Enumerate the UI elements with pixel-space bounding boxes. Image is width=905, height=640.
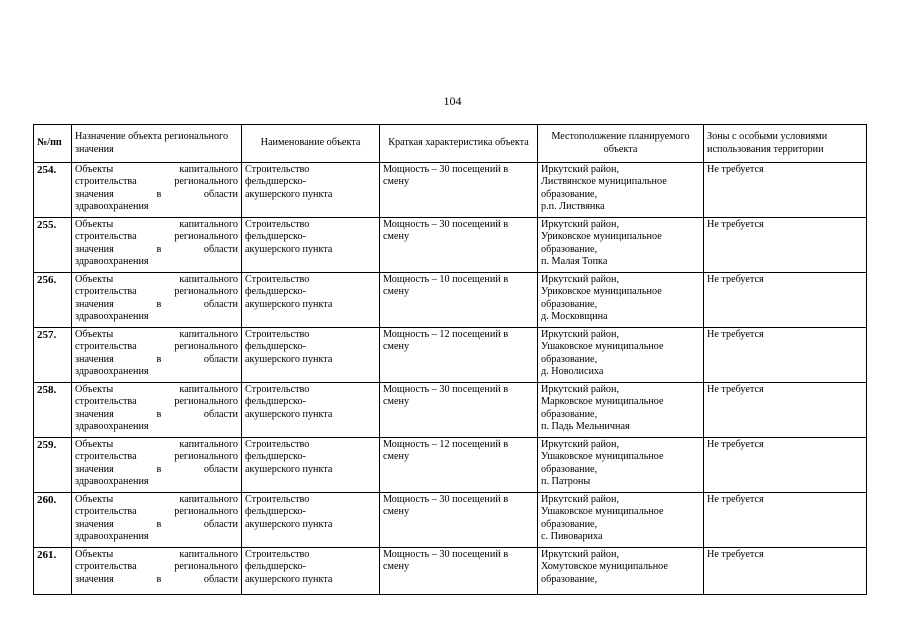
purpose-line: Объекты капитального (75, 439, 238, 450)
table-row (34, 328, 867, 383)
purpose-line: Объекты капитального (75, 549, 238, 560)
location-line: образование, (541, 518, 598, 530)
characteristics-line: смену (383, 506, 410, 518)
location-line: образование, (541, 573, 598, 585)
purpose-line: строительства регионального (75, 396, 238, 408)
object-name-line: акушерского пункта (245, 243, 333, 255)
object-name-line: акушерского пункта (245, 353, 333, 365)
characteristics-line: Мощность – 30 посещений в (383, 219, 509, 230)
location-line: образование, (541, 188, 598, 200)
object-name-cell (242, 163, 380, 218)
purpose-line: здравоохранения (75, 201, 149, 213)
location-line: Иркутский район, (541, 439, 620, 450)
zones-cell: Не требуется (704, 383, 867, 438)
location-line: Иркутский район, (541, 219, 620, 230)
table-header-row (34, 125, 867, 163)
purpose-cell (72, 273, 242, 328)
header-no: №/пп (34, 125, 72, 163)
characteristics-cell (380, 273, 538, 328)
zones-cell: Не требуется (704, 493, 867, 548)
location-line: Марковское муниципальное (541, 396, 664, 408)
object-name-line: Строительство (245, 549, 310, 560)
characteristics-cell (380, 438, 538, 493)
header-purpose: Назначение объекта регионального значения (72, 125, 242, 163)
location-line: р.п. Листвянка (541, 201, 605, 213)
location-line: с. Пивовариха (541, 531, 603, 543)
characteristics-cell (380, 163, 538, 218)
object-name-line: Строительство (245, 384, 310, 395)
location-line: Иркутский район, (541, 329, 620, 340)
object-name-cell (242, 548, 380, 595)
location-line: образование, (541, 463, 598, 475)
row-number: 256. (34, 273, 72, 328)
characteristics-line: Мощность – 10 посещений в (383, 274, 509, 285)
purpose-line: Объекты капитального (75, 219, 238, 230)
page-number: 104 (443, 94, 462, 108)
object-name-line: Строительство (245, 494, 310, 505)
object-name-cell (242, 273, 380, 328)
table-row (34, 163, 867, 218)
object-name-line: Строительство (245, 164, 310, 175)
location-line: Иркутский район, (541, 384, 620, 395)
purpose-line: значения в области (75, 298, 238, 310)
header-location: Местоположение планируемого объекта (538, 125, 704, 163)
characteristics-line: Мощность – 30 посещений в (383, 384, 509, 395)
characteristics-line: Мощность – 12 посещений в (383, 329, 509, 340)
characteristics-line: смену (383, 396, 410, 408)
row-number: 260. (34, 493, 72, 548)
table-row (34, 493, 867, 548)
characteristics-line: Мощность – 30 посещений в (383, 494, 509, 505)
location-cell (538, 273, 704, 328)
characteristics-line: смену (383, 451, 410, 463)
location-cell (538, 163, 704, 218)
location-line: Иркутский район, (541, 549, 620, 560)
characteristics-cell (380, 383, 538, 438)
object-name-line: Строительство (245, 274, 310, 285)
object-name-line: фельдшерско- (245, 231, 306, 243)
purpose-line: значения в области (75, 188, 238, 200)
table-row (34, 438, 867, 493)
objects-table (33, 124, 867, 595)
purpose-line: здравоохранения (75, 531, 149, 543)
purpose-cell (72, 328, 242, 383)
location-line: Листвянское муниципальное (541, 176, 667, 188)
object-name-line: акушерского пункта (245, 408, 333, 420)
row-number: 257. (34, 328, 72, 383)
characteristics-cell (380, 548, 538, 595)
location-cell (538, 383, 704, 438)
purpose-cell (72, 493, 242, 548)
purpose-line: Объекты капитального (75, 329, 238, 340)
object-name-line: фельдшерско- (245, 561, 306, 573)
location-line: образование, (541, 298, 598, 310)
location-line: п. Падь Мельничная (541, 421, 630, 433)
row-number: 255. (34, 218, 72, 273)
zones-cell: Не требуется (704, 328, 867, 383)
object-name-cell (242, 328, 380, 383)
object-name-cell (242, 438, 380, 493)
location-line: образование, (541, 408, 598, 420)
purpose-cell (72, 438, 242, 493)
characteristics-cell (380, 328, 538, 383)
purpose-line: Объекты капитального (75, 384, 238, 395)
purpose-line: здравоохранения (75, 256, 149, 268)
location-cell (538, 548, 704, 595)
object-name-line: Строительство (245, 219, 310, 230)
object-name-line: акушерского пункта (245, 188, 333, 200)
row-number: 261. (34, 548, 72, 595)
table-row (34, 218, 867, 273)
object-name-line: фельдшерско- (245, 341, 306, 353)
object-name-line: акушерского пункта (245, 298, 333, 310)
purpose-line: значения в области (75, 518, 238, 530)
header-zones: Зоны с особыми условиями использования территории (704, 125, 867, 163)
zones-cell: Не требуется (704, 438, 867, 493)
object-name-line: фельдшерско- (245, 506, 306, 518)
purpose-line: значения в области (75, 573, 238, 585)
location-cell (538, 328, 704, 383)
object-name-cell (242, 218, 380, 273)
row-number: 259. (34, 438, 72, 493)
purpose-line: строительства регионального (75, 561, 238, 573)
zones-cell: Не требуется (704, 218, 867, 273)
purpose-cell (72, 383, 242, 438)
object-name-line: фельдшерско- (245, 451, 306, 463)
purpose-line: Объекты капитального (75, 164, 238, 175)
zones-cell: Не требуется (704, 548, 867, 595)
characteristics-line: смену (383, 341, 410, 353)
location-line: п. Малая Топка (541, 256, 608, 268)
characteristics-line: смену (383, 561, 410, 573)
table-body (34, 163, 867, 595)
purpose-line: строительства регионального (75, 506, 238, 518)
characteristics-line: Мощность – 30 посещений в (383, 164, 509, 175)
object-name-line: акушерского пункта (245, 573, 333, 585)
purpose-cell (72, 218, 242, 273)
location-cell (538, 438, 704, 493)
purpose-cell (72, 163, 242, 218)
purpose-line: значения в области (75, 463, 238, 475)
location-line: п. Патроны (541, 476, 591, 488)
row-number: 258. (34, 383, 72, 438)
location-line: Ушаковское муниципальное (541, 341, 664, 353)
purpose-line: строительства регионального (75, 451, 238, 463)
location-line: Иркутский район, (541, 164, 620, 175)
location-line: Иркутский район, (541, 274, 620, 285)
characteristics-cell (380, 218, 538, 273)
location-cell (538, 493, 704, 548)
object-name-cell (242, 383, 380, 438)
object-name-line: Строительство (245, 439, 310, 450)
object-name-cell (242, 493, 380, 548)
location-line: Уриковское муниципальное (541, 286, 662, 298)
object-name-line: фельдшерско- (245, 286, 306, 298)
header-name: Наименование объекта (242, 125, 380, 163)
purpose-line: строительства регионального (75, 176, 238, 188)
table-row (34, 548, 867, 595)
location-line: д. Новолисиха (541, 366, 604, 378)
purpose-line: здравоохранения (75, 476, 149, 488)
zones-cell: Не требуется (704, 163, 867, 218)
purpose-line: здравоохранения (75, 421, 149, 433)
purpose-line: строительства регионального (75, 286, 238, 298)
zones-cell: Не требуется (704, 273, 867, 328)
purpose-line: строительства регионального (75, 231, 238, 243)
characteristics-line: Мощность – 30 посещений в (383, 549, 509, 560)
location-line: Уриковское муниципальное (541, 231, 662, 243)
location-line: Иркутский район, (541, 494, 620, 505)
purpose-line: Объекты капитального (75, 274, 238, 285)
characteristics-line: смену (383, 286, 410, 298)
object-name-line: фельдшерско- (245, 396, 306, 408)
location-line: Ушаковское муниципальное (541, 451, 664, 463)
object-name-line: акушерского пункта (245, 518, 333, 530)
table-row (34, 273, 867, 328)
table-row (34, 383, 867, 438)
purpose-line: значения в области (75, 243, 238, 255)
location-line: Ушаковское муниципальное (541, 506, 664, 518)
purpose-line: Объекты капитального (75, 494, 238, 505)
characteristics-line: смену (383, 176, 410, 188)
object-name-line: Строительство (245, 329, 310, 340)
location-line: д. Московщина (541, 311, 608, 323)
purpose-line: здравоохранения (75, 311, 149, 323)
row-number: 254. (34, 163, 72, 218)
purpose-line: значения в области (75, 353, 238, 365)
purpose-cell (72, 548, 242, 595)
header-characteristics: Краткая характеристика объекта (380, 125, 538, 163)
location-line: образование, (541, 353, 598, 365)
characteristics-cell (380, 493, 538, 548)
location-line: Хомутовское муниципальное (541, 561, 668, 573)
characteristics-line: смену (383, 231, 410, 243)
object-name-line: фельдшерско- (245, 176, 306, 188)
location-cell (538, 218, 704, 273)
purpose-line: строительства регионального (75, 341, 238, 353)
location-line: образование, (541, 243, 598, 255)
purpose-line: значения в области (75, 408, 238, 420)
purpose-line: здравоохранения (75, 366, 149, 378)
characteristics-line: Мощность – 12 посещений в (383, 439, 509, 450)
object-name-line: акушерского пункта (245, 463, 333, 475)
